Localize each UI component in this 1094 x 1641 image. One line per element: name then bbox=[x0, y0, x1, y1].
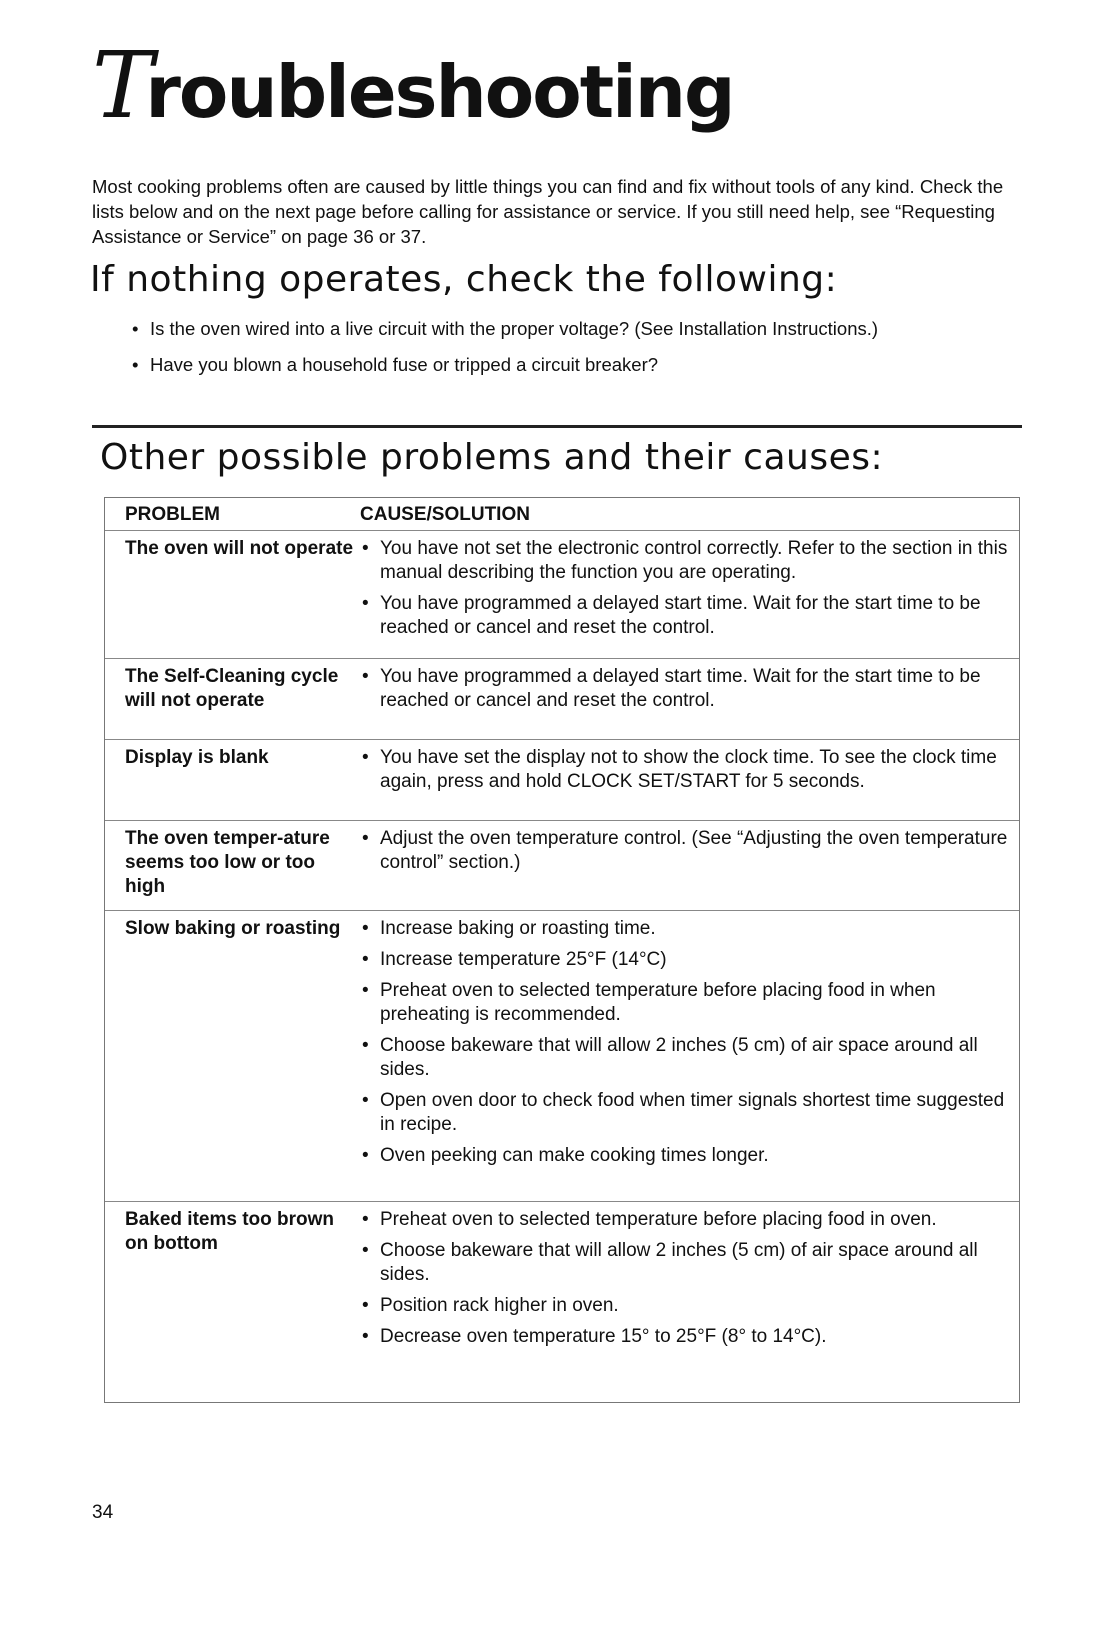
solution-item: • You have programmed a delayed start time. Wait for the start time to be reached or cancel and reset the control. bbox=[360, 665, 1011, 713]
list-item: • Is the oven wired into a live circuit with the proper voltage? (See Installation Instructions.) bbox=[130, 316, 980, 341]
solution-item: • Decrease oven temperature 15° to 25°F (8° to 14°C). bbox=[360, 1325, 1011, 1349]
page-number: 34 bbox=[92, 1502, 114, 1523]
page-title bbox=[92, 32, 734, 139]
nothing-operates-heading: If nothing operates, check the following: bbox=[90, 259, 838, 300]
solution-cell bbox=[360, 531, 1019, 658]
title-drop-cap: T bbox=[92, 32, 152, 139]
other-problems-heading: Other possible problems and their causes: bbox=[100, 437, 884, 478]
problem-cell: Baked items too brown on bottom bbox=[125, 1209, 335, 1254]
title-rest: roubleshooting bbox=[145, 50, 734, 134]
table-row bbox=[105, 821, 1019, 911]
solution-item: • Increase temperature 25°F (14°C) bbox=[360, 948, 1011, 972]
troubleshooting-table bbox=[104, 497, 1020, 1403]
table-header bbox=[105, 498, 1019, 531]
section-divider bbox=[92, 425, 1022, 428]
solution-item: • You have programmed a delayed start time. Wait for the start time to be reached or cancel and reset the control. bbox=[360, 592, 1011, 640]
problem-cell: The Self-Cleaning cycle will not operate bbox=[125, 666, 339, 711]
solution-cell bbox=[360, 821, 1019, 910]
solution-cell bbox=[360, 659, 1019, 739]
table-row bbox=[105, 911, 1019, 1202]
solution-item: • Preheat oven to selected temperature before placing food in when preheating is recommended. bbox=[360, 979, 1011, 1027]
list-item: • Have you blown a household fuse or tripped a circuit breaker? bbox=[130, 352, 980, 377]
solution-item: • Position rack higher in oven. bbox=[360, 1294, 1011, 1318]
solution-item: • You have set the display not to show the clock time. To see the clock time again, press and hold CLOCK SET/START for 5 seconds. bbox=[360, 746, 1011, 794]
solution-cell bbox=[360, 1202, 1019, 1402]
solution-item: • Adjust the oven temperature control. (See “Adjusting the oven temperature control” section.) bbox=[360, 827, 1011, 875]
problem-cell: The oven temper-ature seems too low or too high bbox=[125, 828, 330, 897]
solution-cell bbox=[360, 911, 1019, 1201]
table-row bbox=[105, 740, 1019, 821]
problem-cell: The oven will not operate bbox=[125, 538, 354, 559]
solution-cell bbox=[360, 740, 1019, 820]
table-row bbox=[105, 659, 1019, 740]
solution-item: • Choose bakeware that will allow 2 inches (5 cm) of air space around all sides. bbox=[360, 1034, 1011, 1082]
solution-item: • Oven peeking can make cooking times longer. bbox=[360, 1144, 1011, 1168]
solution-item: • Increase baking or roasting time. bbox=[360, 917, 1011, 941]
problem-cell: Slow baking or roasting bbox=[125, 918, 341, 939]
nothing-operates-list bbox=[130, 316, 980, 388]
solution-item: • Open oven door to check food when timer signals shortest time suggested in recipe. bbox=[360, 1089, 1011, 1137]
problem-cell: Display is blank bbox=[125, 747, 269, 768]
column-header-problem: PROBLEM bbox=[125, 504, 220, 525]
column-header-solution: CAUSE/SOLUTION bbox=[360, 504, 530, 525]
table-row bbox=[105, 531, 1019, 659]
intro-paragraph: Most cooking problems often are caused by little things you can find and fix without tools of any kind. Check the lists below and on the next page before calling for assistance or service. If you still need help, see “Requesting Assistance or Service” on page 36 or 37. bbox=[92, 176, 1004, 247]
solution-item: • You have not set the electronic control correctly. Refer to the section in this manual describing the function you are operating. bbox=[360, 537, 1011, 585]
solution-item: • Choose bakeware that will allow 2 inches (5 cm) of air space around all sides. bbox=[360, 1239, 1011, 1287]
table-row bbox=[105, 1202, 1019, 1402]
solution-item: • Preheat oven to selected temperature before placing food in oven. bbox=[360, 1208, 1011, 1232]
